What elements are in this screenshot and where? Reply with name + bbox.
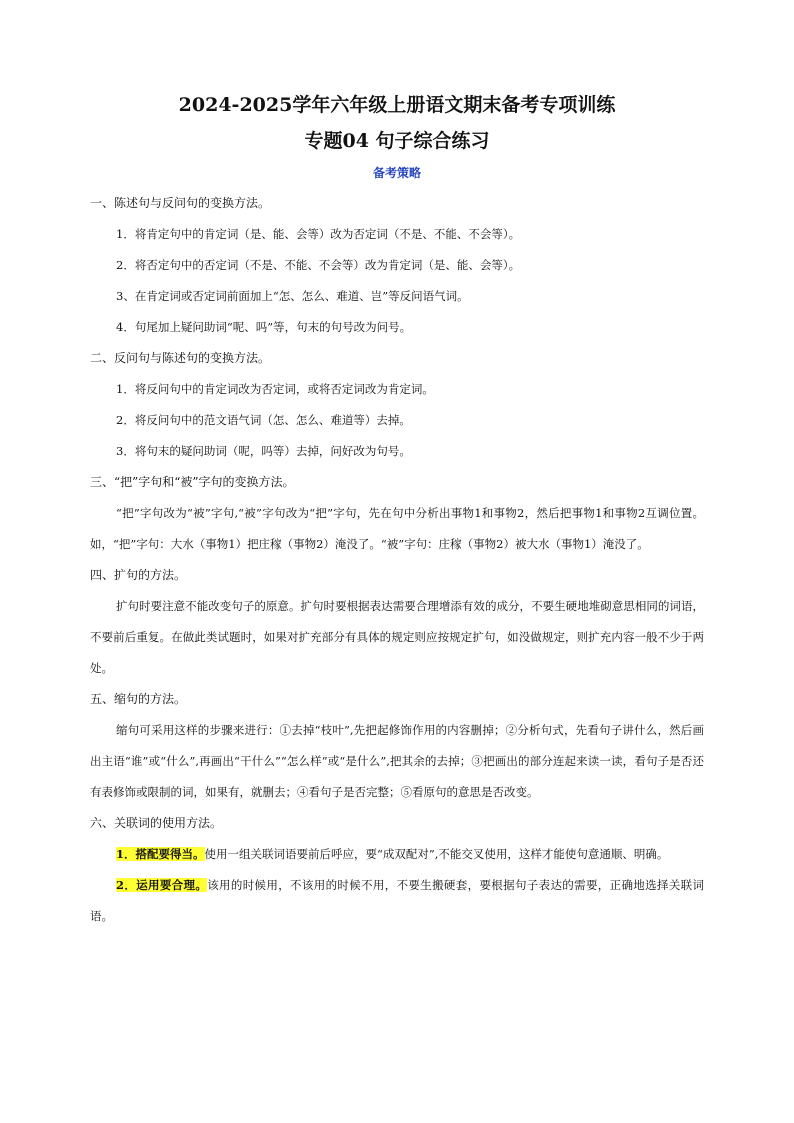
section-heading: 二、反问句与陈述句的变换方法。 — [90, 351, 271, 365]
section-5 — [90, 684, 704, 808]
strategy-label: 备考策略 — [372, 166, 421, 180]
section-paragraph — [90, 870, 704, 932]
section-6 — [90, 808, 704, 932]
section-paragraph: 缩句可采用这样的步骤来进行：①去掉“枝叶”,先把起修饰作用的内容删掉；②分析句式，先看句子讲什么，然后画出主语“谁”或“什么”,再画出“干什么”“怎么样”或“是什么”,把其余的去掉；③把画出的部分连起来读一读，看句子是否还有表修饰或限制的词，如果有，就删去；④看句子是否完整；⑤看原句的意思是否改变。 — [90, 723, 704, 799]
list-item: 2．将否定句中的否定词（不是、不能、不会等）改为肯定词（是、能、会等）。 — [116, 258, 521, 272]
section-paragraph — [90, 839, 704, 870]
highlight-text: 1．搭配要得当。 — [116, 847, 205, 861]
section-heading: 三、“把”字句和“被”字句的变换方法。 — [90, 475, 295, 489]
section-heading: 四、扩句的方法。 — [90, 568, 187, 582]
section-4 — [90, 560, 704, 684]
document-topic: 专题04 句子综合练习 — [304, 130, 490, 152]
section-2 — [90, 343, 704, 467]
list-item: 1．将肯定句中的肯定词（是、能、会等）改为否定词（不是、不能、不会等）。 — [116, 227, 521, 241]
section-heading: 六、关联词的使用方法。 — [90, 816, 223, 830]
list-item: 1．将反问句中的肯定词改为否定词，或将否定词改为肯定词。 — [116, 382, 434, 396]
list-item: 4．句尾加上疑问助词“呢、吗”等，句末的句号改为问号。 — [116, 320, 412, 334]
section-paragraph: 扩句时要注意不能改变句子的原意。扩句时要根据表达需要合理增添有效的成分，不要生硬地堆砌意思相同的词语，不要前后重复。在做此类试题时，如果对扩充部分有具体的规定则应按规定扩句，如没做规定，则扩充内容一般不少于两处。 — [90, 599, 704, 675]
section-1 — [90, 188, 704, 343]
section-heading: 一、陈述句与反问句的变换方法。 — [90, 196, 271, 210]
list-item: 3、在肯定词或否定词前面加上“怎、怎么、难道、岂”等反问语气词。 — [116, 289, 469, 303]
paragraph-text: 该用的时候用，不该用的时候不用，不要生搬硬套，要根据句子表达的需要，正确地选择关联词语。 — [90, 878, 704, 923]
section-3 — [90, 467, 704, 560]
paragraph-text: 使用一组关联词语要前后呼应，要“成双配对”,不能交叉使用，这样才能使句意通顺、明确。 — [204, 847, 669, 861]
document-title: 2024-2025学年六年级上册语文期末备考专项训练 — [178, 94, 616, 116]
highlight-text: 2．运用要合理。 — [116, 878, 208, 892]
list-item: 3．将句末的疑问助词（呢，吗等）去掉，问好改为句号。 — [116, 444, 411, 458]
list-item: 2．将反问句中的范文语气词（怎、怎么、难道等）去掉。 — [116, 413, 411, 427]
section-heading: 五、缩句的方法。 — [90, 692, 187, 706]
section-paragraph: “把”字句改为“被”字句,“被”字句改为“把”字句，先在句中分析出事物1和事物2，然后把事物1和事物2互调位置。如，“把”字句：大水（事物1）把庄稼（事物2）淹没了。“被”字句：庄稼（事物2）被大水（事物1）淹没了。 — [90, 506, 704, 551]
